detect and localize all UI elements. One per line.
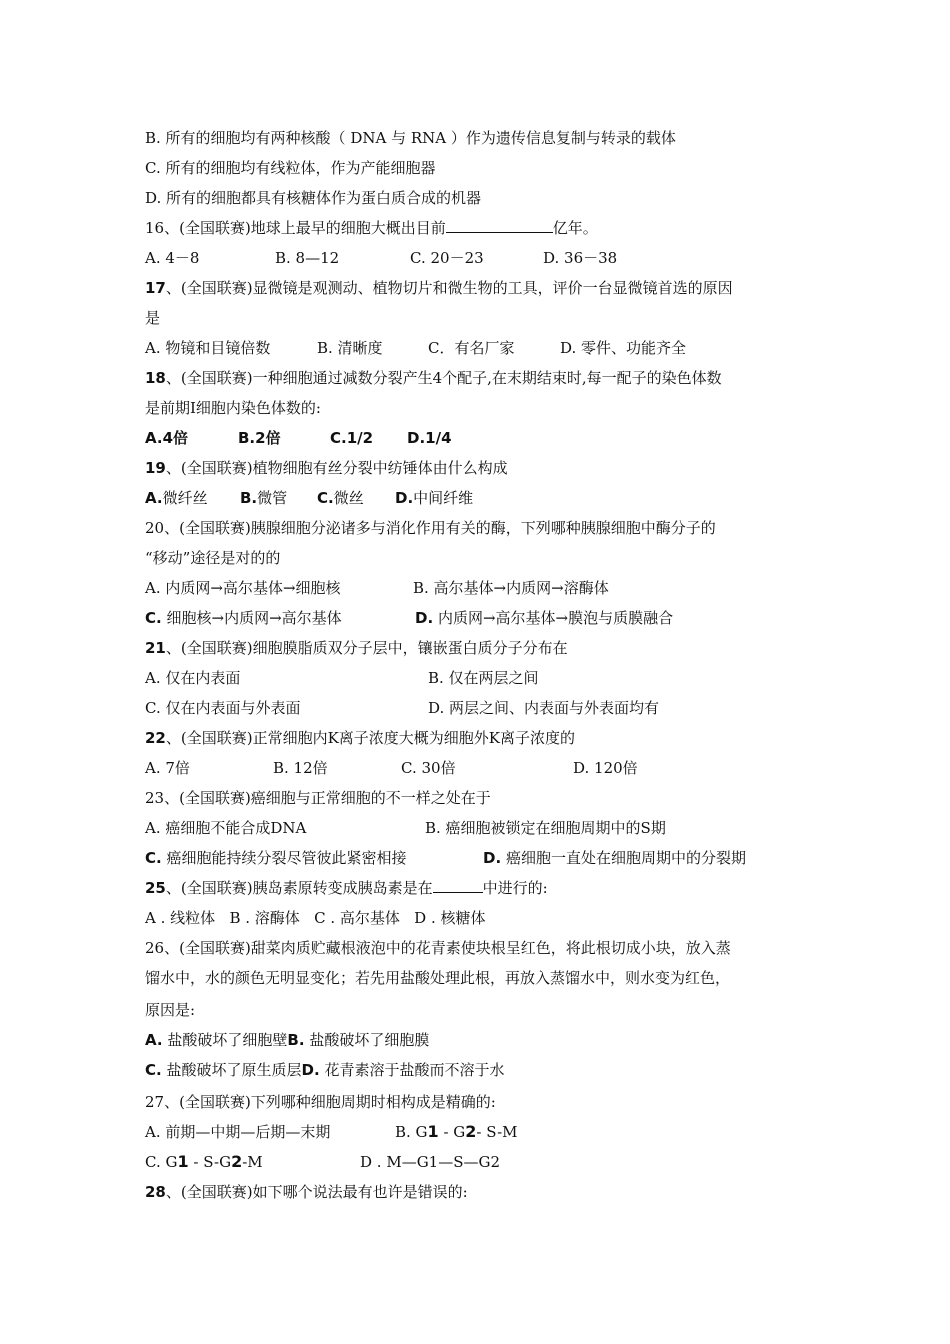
option-letter: B.: [240, 489, 258, 507]
q25-text: 、(全国联赛)胰岛素原转变成胰岛素是在: [165, 879, 433, 897]
option-letter: D.: [415, 609, 434, 627]
q21-option-d: D. 两层之间、内表面与外表面均有: [428, 699, 660, 717]
q25-question: [145, 878, 890, 898]
q25-number: 25: [145, 879, 166, 897]
q26-options-ab: [145, 1030, 890, 1050]
q21-option-c: C. 仅在内表面与外表面: [145, 699, 301, 717]
q19-question: [145, 458, 890, 478]
q26-option-b: 盐酸破坏了细胞膜: [309, 1031, 430, 1049]
q17-question-cont: 是: [145, 309, 161, 327]
option-letter: C.: [145, 609, 162, 627]
answer-blank: [433, 878, 483, 893]
q19-option-d: [395, 488, 473, 508]
q20-option-c: [145, 608, 342, 628]
q16-option-b: B. 8—12: [275, 249, 340, 267]
q23-option-a: A. 癌细胞不能合成DNA: [145, 819, 307, 837]
option-letter: D.: [483, 849, 502, 867]
q16-question: [145, 218, 890, 238]
option-text: 中间纤维: [413, 489, 474, 507]
q16-text: 16、(全国联赛)地球上最早的细胞大概出目前: [145, 219, 446, 237]
option-letter: D.: [301, 1061, 320, 1079]
q28-number: 28: [145, 1183, 166, 1201]
q19-text: 、(全国联赛)植物细胞有丝分裂中纺锤体由什么构成: [165, 459, 508, 477]
q21-option-b: B. 仅在两层之间: [428, 669, 539, 687]
q21-question: [145, 638, 890, 658]
option-letter: C.: [317, 489, 334, 507]
q21-option-a: A. 仅在内表面: [145, 669, 241, 687]
answer-blank: [446, 218, 553, 233]
q26-option-c: 盐酸破坏了原生质层: [166, 1061, 302, 1079]
q25-text-end: 中进行的:: [482, 879, 548, 897]
q19-option-a: [145, 488, 208, 508]
option-letter: D.: [395, 489, 414, 507]
q15-option-c: C. 所有的细胞均有线粒体，作为产能细胞器: [145, 159, 436, 177]
q15-option-b: B. 所有的细胞均有两种核酸（ DNA 与 RNA ）作为遗传信息复制与转录的载体: [145, 129, 676, 147]
q19-number: 19: [145, 459, 166, 477]
subscript-digit: 2: [465, 1122, 477, 1141]
option-text: 微管: [257, 489, 288, 507]
q27-option-d: D . M—G1—S—G2: [360, 1153, 501, 1171]
option-letter: A.: [145, 489, 163, 507]
option-text: 微纤丝: [162, 489, 208, 507]
option-text: - S-M: [476, 1123, 518, 1141]
q18-option-a: A.4倍: [145, 429, 189, 447]
q27-option-a: A. 前期—中期—后期—末期: [145, 1123, 331, 1141]
subscript-digit: 1: [427, 1122, 439, 1141]
q27-question: 27、(全国联赛)下列哪种细胞周期时相构成是精确的:: [145, 1093, 496, 1111]
option-text: 癌细胞能持续分裂尽管彼此紧密相接: [166, 849, 407, 867]
option-text: - S-G: [188, 1153, 232, 1171]
subscript-digit: 1: [177, 1152, 189, 1171]
q22-option-d: D. 120倍: [573, 759, 638, 777]
q20-option-a: A. 内质网→高尔基体→细胞核: [145, 579, 341, 597]
q27-option-c: [145, 1152, 263, 1172]
q27-option-b: [395, 1122, 518, 1142]
q18-option-b: B.2倍: [238, 429, 281, 447]
q17-text: 、(全国联赛)显微镜是观测动、植物切片和微生物的工具，评价一台显微镜首选的原因: [165, 279, 733, 297]
q21-text: 、(全国联赛)细胞膜脂质双分子层中，镶嵌蛋白质分子分布在: [165, 639, 568, 657]
option-text: -M: [242, 1153, 263, 1171]
q26-option-d: 花青素溶于盐酸而不溶于水: [324, 1061, 505, 1079]
q16-option-d: D. 36－38: [543, 249, 618, 267]
q26-options-cd: [145, 1060, 890, 1080]
q17-option-d: D. 零件、功能齐全: [560, 339, 687, 357]
q18-question-cont: 是前期Ⅰ细胞内染色体数的:: [145, 399, 321, 417]
q26-question-cont: 馏水中，水的颜色无明显变化；若先用盐酸处理此根，再放入蒸馏水中，则水变为红色，: [145, 969, 731, 987]
q16-option-c: C. 20－23: [410, 249, 484, 267]
q25-options: A . 线粒体 B . 溶酶体 C . 高尔基体 D . 核糖体: [145, 909, 486, 927]
option-text: C. G: [145, 1153, 178, 1171]
option-letter: C.: [145, 849, 162, 867]
q22-option-a: A. 7倍: [145, 759, 190, 777]
q20-option-d: [415, 608, 673, 628]
q16-option-a: A. 4－8: [145, 249, 200, 267]
option-text: 癌细胞一直处在细胞周期中的分裂期: [505, 849, 746, 867]
option-letter: B.: [287, 1031, 305, 1049]
q18-option-d: D.1/4: [407, 429, 452, 447]
q26-question-cont2: 原因是:: [145, 1001, 196, 1019]
q20-option-b: B. 高尔基体→内质网→溶酶体: [413, 579, 609, 597]
q22-option-b: B. 12倍: [273, 759, 328, 777]
q18-text: 、(全国联赛)一种细胞通过减数分裂产生4个配子,在末期结束时,每一配子的染色体数: [165, 369, 722, 387]
q17-option-a: A. 物镜和目镜倍数: [145, 339, 271, 357]
q26-option-a: 盐酸破坏了细胞壁: [167, 1031, 288, 1049]
option-text: 微丝: [333, 489, 364, 507]
q17-option-b: B. 清晰度: [317, 339, 383, 357]
q22-question: [145, 728, 890, 748]
q28-text: 、(全国联赛)如下哪个说法最有也许是错误的:: [165, 1183, 468, 1201]
q22-number: 22: [145, 729, 166, 747]
q23-question: 23、(全国联赛)癌细胞与正常细胞的不一样之处在于: [145, 789, 491, 807]
q18-option-c: C.1/2: [330, 429, 374, 447]
option-text: B. G: [395, 1123, 428, 1141]
q18-number: 18: [145, 369, 166, 387]
q17-option-c: C．有名厂家: [428, 339, 515, 357]
q20-question-cont: “移动”途径是对的的: [145, 549, 281, 567]
q28-question: [145, 1182, 890, 1202]
q17-number: 17: [145, 279, 166, 297]
option-text: 细胞核→内质网→高尔基体: [166, 609, 342, 627]
q21-number: 21: [145, 639, 166, 657]
q23-option-c: [145, 848, 407, 868]
subscript-digit: 2: [231, 1152, 243, 1171]
option-letter: A.: [145, 1031, 163, 1049]
q18-question: [145, 368, 890, 388]
q23-option-d: [483, 848, 746, 868]
q19-option-b: [240, 488, 287, 508]
q17-question: [145, 278, 890, 298]
q23-option-b: B. 癌细胞被锁定在细胞周期中的S期: [425, 819, 666, 837]
q16-text-end: 亿年。: [552, 219, 598, 237]
q19-option-c: [317, 488, 364, 508]
q20-question: 20、(全国联赛)胰腺细胞分泌诸多与消化作用有关的酶，下列哪种胰腺细胞中酶分子的: [145, 519, 716, 537]
option-text: - G: [438, 1123, 466, 1141]
q22-option-c: C. 30倍: [401, 759, 456, 777]
q15-option-d: D. 所有的细胞都具有核糖体作为蛋白质合成的机器: [145, 189, 482, 207]
option-letter: C.: [145, 1061, 162, 1079]
q26-question: 26、(全国联赛)甜菜肉质贮藏根液泡中的花青素使块根呈红色，将此根切成小块，放入蒸: [145, 939, 731, 957]
q22-text: 、(全国联赛)正常细胞内K离子浓度大概为细胞外K离子浓度的: [165, 729, 575, 747]
option-text: 内质网→高尔基体→膜泡与质膜融合: [437, 609, 674, 627]
